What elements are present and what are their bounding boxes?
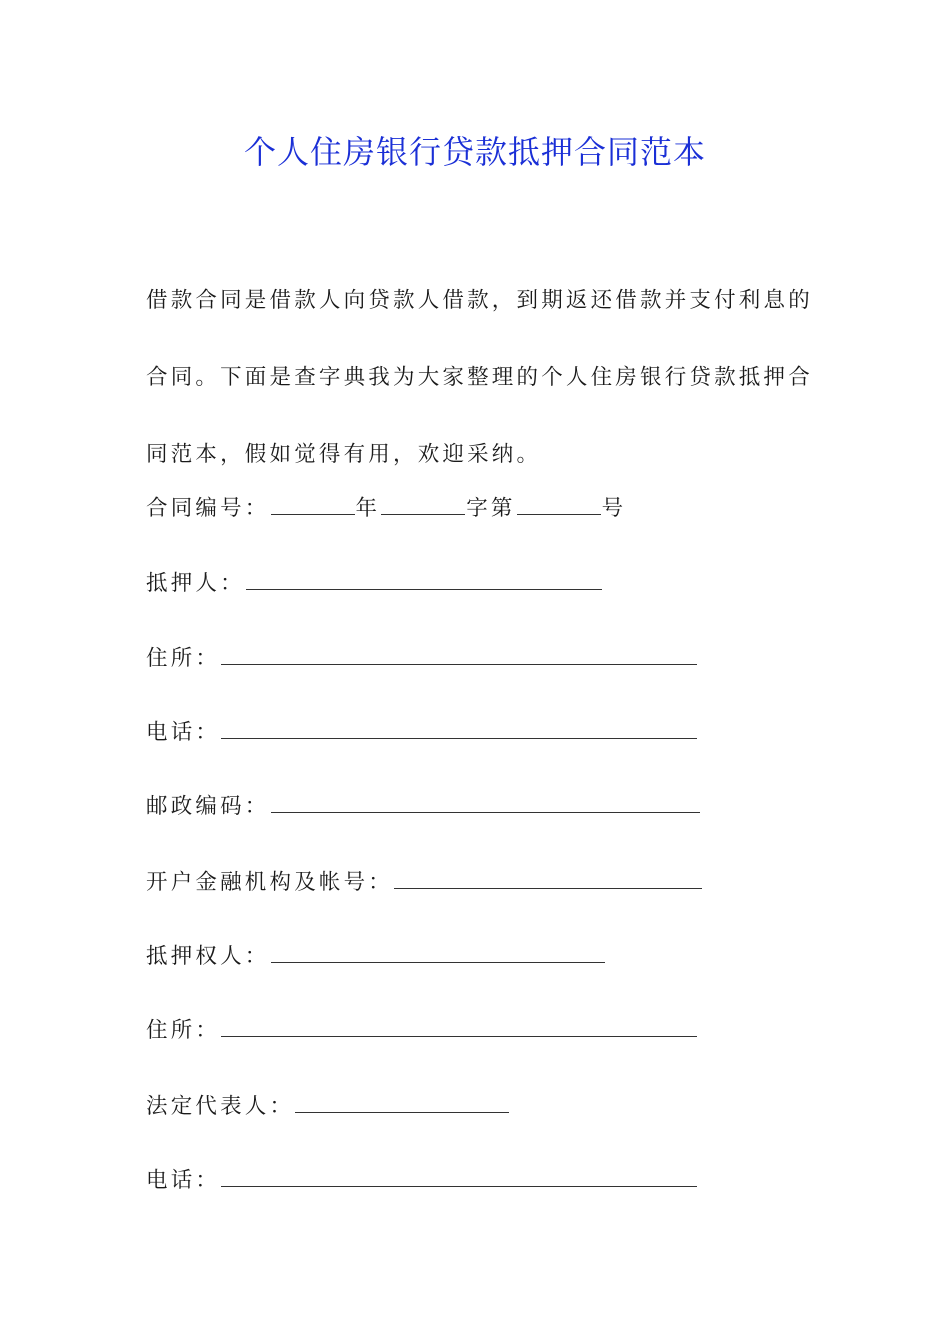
contract-number-row	[146, 492, 626, 525]
mortgagor-address-row	[146, 642, 698, 675]
mortgagee-address-blank[interactable]	[221, 1014, 697, 1037]
intro-line-1: 借款合同是借款人向贷款人借款，到期返还借款并支付利息的	[146, 288, 813, 313]
contract-zidi-label: 字第	[466, 496, 516, 521]
intro-line-2: 合同。下面是查字典我为大家整理的个人住房银行贷款抵押合	[146, 365, 813, 390]
contract-hao-label: 号	[601, 496, 627, 521]
mortgagor-address-label: 住所：	[146, 646, 221, 671]
mortgagor-address-blank[interactable]	[221, 642, 697, 665]
bank-account-blank[interactable]	[394, 866, 702, 889]
mortgagee-phone-label: 电话：	[146, 1168, 221, 1193]
bank-account-label: 开户金融机构及帐号：	[146, 870, 394, 895]
mortgagee-address-label: 住所：	[146, 1018, 221, 1043]
bank-account-row	[146, 866, 703, 899]
contract-year-blank[interactable]	[271, 492, 355, 515]
intro-paragraph	[146, 262, 813, 493]
mortgagor-phone-blank[interactable]	[221, 716, 697, 739]
contract-number-label: 合同编号：	[146, 496, 270, 521]
legal-rep-label: 法定代表人：	[146, 1094, 295, 1119]
mortgagor-phone-label: 电话：	[146, 720, 221, 745]
mortgagee-phone-row	[146, 1164, 698, 1197]
mortgagor-blank[interactable]	[246, 567, 602, 590]
mortgagee-label: 抵押权人：	[146, 944, 270, 969]
contract-year-label: 年	[355, 496, 381, 521]
mortgagor-phone-row	[146, 716, 698, 749]
postal-code-label: 邮政编码：	[146, 794, 270, 819]
mortgagee-row	[146, 940, 606, 973]
contract-zi-blank[interactable]	[381, 492, 465, 515]
document-title: 个人住房银行贷款抵押合同范本	[243, 133, 706, 171]
mortgagor-label: 抵押人：	[146, 571, 245, 596]
mortgagee-blank[interactable]	[271, 940, 605, 963]
mortgagor-row	[146, 567, 603, 600]
mortgagee-address-row	[146, 1014, 698, 1047]
mortgagee-phone-blank[interactable]	[221, 1164, 697, 1187]
postal-code-blank[interactable]	[271, 790, 700, 813]
postal-code-row	[146, 790, 701, 823]
intro-line-3: 同范本，假如觉得有用，欢迎采纳。	[146, 442, 542, 467]
legal-rep-blank[interactable]	[295, 1090, 509, 1113]
contract-no-blank[interactable]	[517, 492, 601, 515]
legal-rep-row	[146, 1090, 510, 1123]
